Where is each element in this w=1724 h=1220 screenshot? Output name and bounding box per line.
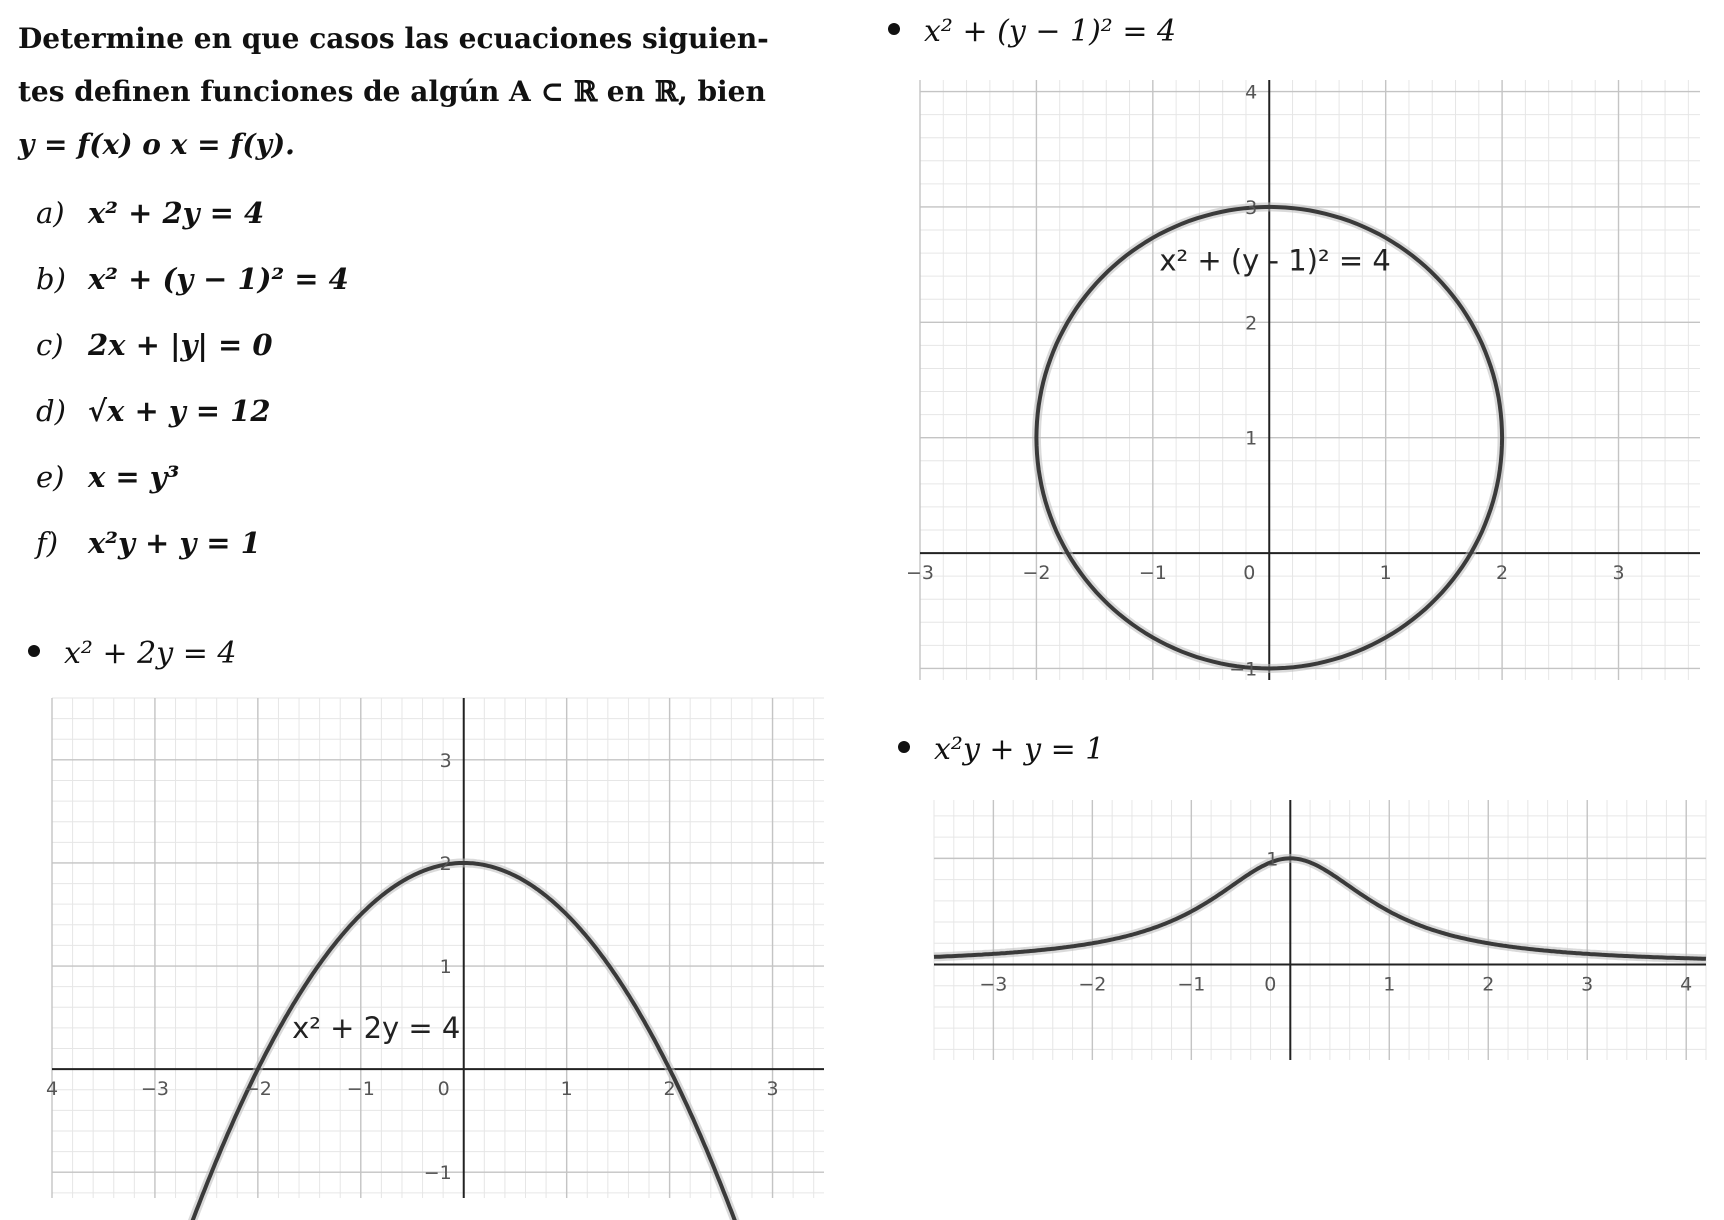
list-item [36,196,264,230]
item-equation: x²y + y = 1 [88,526,261,560]
bullet-heading-circle [888,14,1176,49]
x-tick-label: 0 [1243,562,1256,585]
x-tick-label: 3 [766,1078,779,1101]
x-tick-label: −3 [140,1078,169,1101]
minor-grid [52,698,824,1198]
item-equation: 2x + |y| = 0 [88,328,273,362]
x-tick-label: 3 [1581,973,1594,996]
problem-line-2: tes definen funciones de algún A ⊂ ℝ en ℝ, bien [18,75,766,108]
y-tick-label: −1 [1229,658,1258,681]
item-equation: x² + 2y = 4 [88,196,265,230]
y-tick-label: 1 [1266,848,1279,871]
y-tick-label: −1 [423,1162,452,1185]
x-tick-label: −1 [1177,973,1206,996]
y-tick-label: 3 [1245,196,1258,219]
x-tick-label: −3 [979,973,1008,996]
item-equation: √x + y = 12 [88,394,271,428]
bell-curve-graph [934,800,1706,1060]
list-item [36,262,349,296]
x-tick-label: 1 [1379,562,1392,585]
bullet-equation: x²y + y = 1 [934,732,1105,767]
item-label: b) [36,262,66,296]
list-item [36,394,271,428]
list-item [36,328,273,362]
bullet-equation: x² + (y − 1)² = 4 [924,14,1177,49]
x-tick-label: 0 [437,1078,450,1101]
x-tick-label: −3 [905,562,935,585]
major-grid [934,800,1706,1060]
minor-grid [934,800,1706,1060]
bullet-heading-bell [898,732,1104,767]
problem-statement [18,12,778,171]
bullet-dot [898,741,910,753]
item-label: a) [36,196,65,230]
bullet-heading-parabola [28,636,237,671]
list-item [36,526,261,560]
x-tick-label: −1 [1138,562,1167,585]
problem-line-3: y = f(x) o x = f(y). [18,128,295,161]
bullet-dot [888,23,900,35]
x-tick-label: 2 [1482,973,1495,996]
x-tick-label: 4 [45,1078,59,1101]
x-tick-label: −1 [346,1078,375,1101]
y-tick-label: 4 [1245,81,1258,104]
bullet-equation: x² + 2y = 4 [64,636,237,671]
list-item [36,460,179,494]
y-tick-label: 1 [1245,427,1258,450]
circle-graph [905,80,1700,681]
item-equation: x² + (y − 1)² = 4 [88,262,349,296]
y-tick-label: 3 [439,749,452,772]
x-tick-label: 2 [663,1078,676,1101]
y-tick-label: 1 [439,956,452,979]
y-tick-label: 2 [439,852,452,875]
x-tick-label: 3 [1612,562,1625,585]
item-label: d) [36,394,66,428]
curve-equation-label: x² + (y - 1)² = 4 [1159,243,1391,278]
parabola-graph [45,698,824,1198]
x-tick-label: 1 [1383,973,1396,996]
x-tick-label: −2 [243,1078,272,1101]
x-tick-label: 1 [560,1078,573,1101]
x-tick-label: 4 [1680,973,1693,996]
x-tick-label: −2 [1078,973,1107,996]
item-label: e) [36,460,65,494]
major-grid [920,80,1700,680]
bullet-dot [28,645,40,657]
curve-equation-label: x² + 2y = 4 [292,1011,461,1046]
item-label: c) [36,328,64,362]
y-tick-label: 2 [1245,312,1258,335]
x-tick-label: −2 [1022,562,1051,585]
x-tick-label: 0 [1264,973,1277,996]
x-tick-label: 2 [1496,562,1509,585]
problem-line-1: Determine en que casos las ecuaciones siguien- [18,22,769,55]
item-label: f) [36,526,59,560]
item-equation: x = y³ [88,460,180,494]
major-grid [52,698,824,1198]
